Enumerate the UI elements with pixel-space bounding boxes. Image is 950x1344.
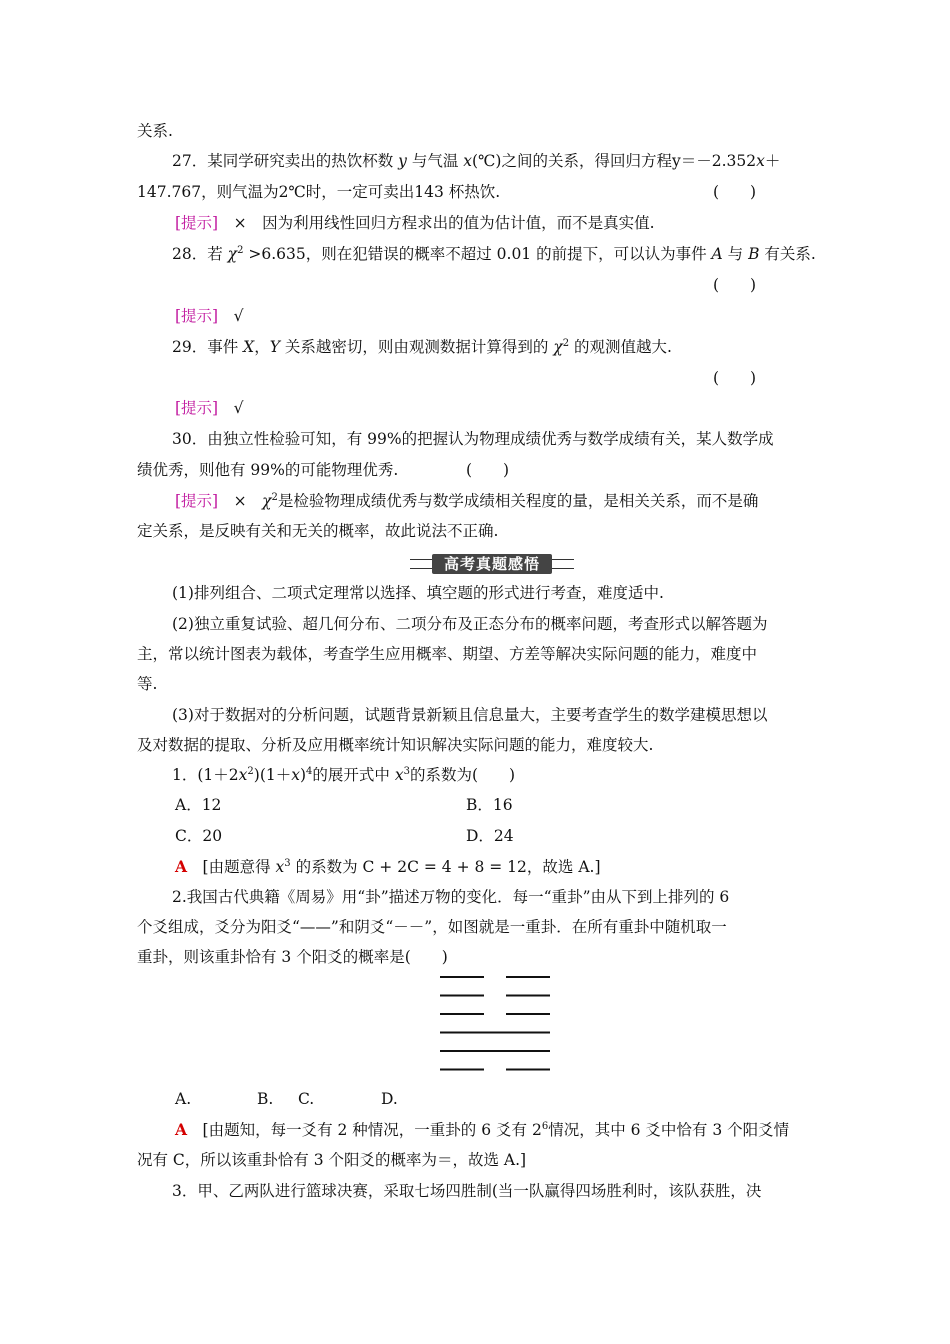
section-title: 高考真题感悟 bbox=[443, 555, 540, 573]
question-28: 28．若 $\chi^2 >6.635$，则在犯错误的概率不超过 0.01 的前提下，可以认为事件 A 与 B 有关系. bbox=[172, 245, 816, 263]
option-b: B. bbox=[257, 1090, 274, 1108]
hint-30-line-1: [提示] × $\chi^2$是检验物理成绩优秀与数学成绩相关程度的量，是相关关系，而不是确 bbox=[175, 492, 759, 510]
answer-paren: ( ) bbox=[713, 369, 757, 387]
answer-letter: A bbox=[175, 857, 188, 876]
option-c: C．20 bbox=[175, 827, 223, 845]
answer-2-line-1: A [由题知，每一爻有 2 种情况，一重卦的 6 爻有 $2^6$情况，其中 6 爻中恰有 3 个阳爻情 bbox=[175, 1120, 790, 1139]
answer-letter: A bbox=[175, 1120, 188, 1139]
answer-paren: ( ) bbox=[713, 183, 757, 201]
question-3-line-1: 3．甲、乙两队进行篮球决赛，采取七场四胜制(当一队赢得四场胜利时，该队获胜，决 bbox=[172, 1182, 762, 1200]
question-30-line-1: 30．由独立性检验可知，有 99%的把握认为物理成绩优秀与数学成绩有关，某人数学成 bbox=[172, 430, 774, 448]
question-2-line-2: 个爻组成，爻分为阳爻“——”和阴爻“－－”，如图就是一重卦．在所有重卦中随机取一 bbox=[137, 918, 727, 936]
question-27-line-1: 27．某同学研究卖出的热饮杯数 y 与气温 x(℃)之间的关系，得回归方程y＝－2.352x＋ bbox=[172, 152, 781, 170]
question-27-line-2: 147.767，则气温为2℃时，一定可卖出143 杯热饮. bbox=[137, 183, 501, 201]
answer-2-line-2: 况有 C，所以该重卦恰有 3 个阳爻的概率为＝，故选 A.] bbox=[137, 1151, 527, 1169]
text-line: 关系. bbox=[137, 122, 173, 140]
hint-label: [提示] bbox=[175, 307, 219, 325]
option-a: A．12 bbox=[175, 796, 222, 814]
paragraph-3-line-1: (3)对于数据对的分析问题，试题背景新颖且信息量大，主要考查学生的数学建模思想以 bbox=[172, 706, 768, 724]
question-1: 1．$(1+2x^2)(1+x)^4$的展开式中 $x^3$的系数为( ) bbox=[172, 766, 516, 784]
hint-30-line-2: 定关系，是反映有关和无关的概率，故此说法不正确. bbox=[137, 522, 499, 540]
answer-paren: ( ) bbox=[466, 461, 510, 479]
answer-paren: ( ) bbox=[713, 276, 757, 294]
hint-29: [提示] √ bbox=[175, 399, 244, 417]
question-29: 29．事件 X，Y 关系越密切，则由观测数据计算得到的 $\chi^2$ 的观测值越大. bbox=[172, 338, 672, 356]
hint-label: [提示] bbox=[175, 492, 219, 510]
hint-27: [提示] × 因为利用线性回归方程求出的值为估计值，而不是真实值. bbox=[175, 214, 655, 232]
paragraph-2-line-2: 主，常以统计图表为载体，考查学生应用概率、期望、方差等解决实际问题的能力，难度中 bbox=[137, 645, 758, 663]
paragraph-2-line-3: 等. bbox=[137, 675, 158, 693]
option-d: D．24 bbox=[466, 827, 514, 845]
option-c: C. bbox=[298, 1090, 315, 1108]
option-d: D. bbox=[381, 1090, 398, 1108]
answer-1: A [由题意得 $x^3$ 的系数为 C + 2C = 4 + 8 = 12，故选 A.] bbox=[175, 857, 601, 876]
hint-label: [提示] bbox=[175, 214, 219, 232]
option-b: B．16 bbox=[466, 796, 513, 814]
question-30-line-2: 绩优秀，则他有 99%的可能物理优秀. bbox=[137, 461, 399, 479]
hint-label: [提示] bbox=[175, 399, 219, 417]
paragraph-2-line-1: (2)独立重复试验、超几何分布、二项分布及正态分布的概率问题，考查形式以解答题为 bbox=[172, 615, 768, 633]
paragraph-3-line-2: 及对数据的提取、分析及应用概率统计知识解决实际问题的能力，难度较大. bbox=[137, 736, 654, 754]
option-a: A. bbox=[175, 1090, 192, 1108]
hint-28: [提示] √ bbox=[175, 307, 244, 325]
question-2-line-3: 重卦，则该重卦恰有 3 个阳爻的概率是( ) bbox=[137, 948, 448, 966]
paragraph-1: (1)排列组合、二项式定理常以选择、填空题的形式进行考查，难度适中. bbox=[172, 584, 664, 602]
question-2-line-1: 2.我国古代典籍《周易》用“卦”描述万物的变化．每一“重卦”由从下到上排列的 6 bbox=[172, 888, 730, 906]
section-banner bbox=[410, 553, 574, 575]
hexagram-figure bbox=[440, 974, 550, 1074]
